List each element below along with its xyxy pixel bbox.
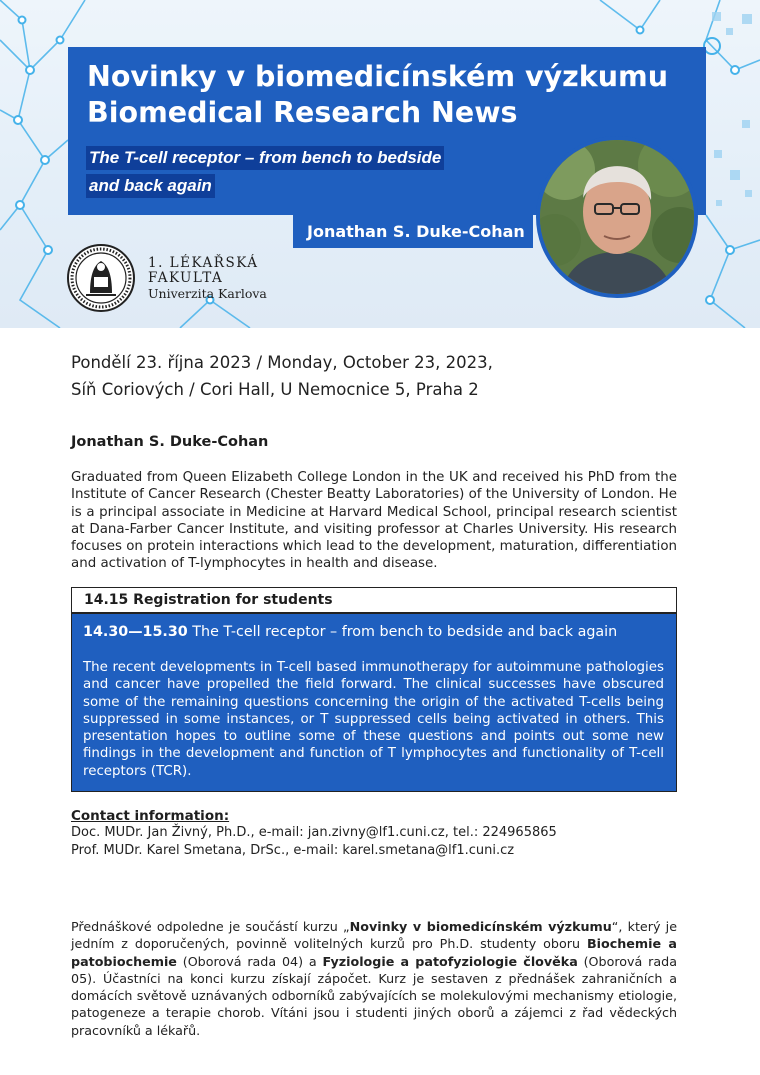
contact-line-1: Doc. MUDr. Jan Živný, Ph.D., e-mail: jan.zivny@lf1.cuni.cz, tel.: 224965865 xyxy=(71,825,557,840)
event-date: Pondělí 23. října 2023 / Monday, October 23, 2023, xyxy=(71,353,493,372)
speaker-name-bar: Jonathan S. Duke-Cohan xyxy=(293,215,533,248)
header-banner-area xyxy=(0,0,760,328)
faculty-logo-text xyxy=(148,256,267,301)
course-text-4: (Oborová rada 05). Účastníci na konci kurzu získají zápočet. Kurz je sestaven z přednášek zahraničních a domácích světově uznávaných odborníků zabývajících se molekulovými mechanismy etiologie, patogeneze a terapie chorob. Vítáni jsou i studenti jiných oborů a zájemci z řad vědeckých pracovníků a lékařů. xyxy=(71,953,677,1038)
course-text-1: Přednáškové odpoledne je součástí kurzu „ xyxy=(71,919,350,934)
talk-title: The T-cell receptor – from bench to bedside and back again xyxy=(187,624,618,640)
title-czech: Novinky v biomedicínském výzkumu xyxy=(87,60,668,93)
talk-time: 14.30—15.30 xyxy=(83,624,188,640)
course-info-paragraph xyxy=(71,918,677,1039)
course-text-3: (Oborová rada 04) a xyxy=(176,953,323,969)
contact-line-2: Prof. MUDr. Karel Smetana, DrSc., e-mail: karel.smetana@lf1.cuni.cz xyxy=(71,843,515,858)
talk-subtitle-line-2: and back again xyxy=(86,174,215,198)
faculty-name-line-2: FAKULTA xyxy=(148,270,224,286)
university-name: Univerzita Karlova xyxy=(148,286,267,301)
talk-heading xyxy=(83,622,664,642)
course-text-2: “, který je jedním z doporučených, povinně volitelných kurzů pro Ph.D. studenty oboru xyxy=(71,919,677,952)
contact-title: Contact information: xyxy=(71,808,230,824)
registration-row: 14.15 Registration for students xyxy=(71,587,677,613)
course-name: Novinky v biomedicínském výzkumu xyxy=(349,919,612,934)
charles-university-seal-icon xyxy=(66,243,136,313)
title-english: Biomedical Research News xyxy=(87,96,518,129)
program-physiology: Fyziologie a patofyziologie člověka xyxy=(322,953,578,969)
speaker-bio-heading: Jonathan S. Duke-Cohan xyxy=(71,434,269,450)
event-venue: Síň Coriových / Cori Hall, U Nemocnice 5, Praha 2 xyxy=(71,380,479,399)
talk-box xyxy=(71,613,677,792)
talk-subtitle-line-1: The T-cell receptor – from bench to bedside xyxy=(86,146,444,170)
speaker-photo xyxy=(536,136,698,298)
faculty-name-line-1: 1. LÉKAŘSKÁ xyxy=(148,255,259,271)
program-biochemistry: Biochemie a patobiochemie xyxy=(71,936,677,969)
speaker-bio-text: Graduated from Queen Elizabeth College London in the UK and received his PhD from the Institute of Cancer Research (Chester Beatty Laboratories) of the University of London. He is a principal associate in Medicine at Harvard Medical School, principal research scientist at Dana-Farber Cancer Institute, and visiting professor at Charles University. His research focuses on protein interactions which lead to the development, maturation, differentiation and activation of T-lymphocytes in health and disease. xyxy=(71,470,677,572)
talk-abstract: The recent developments in T-cell based immunotherapy for autoimmune pathologies and cancer have propelled the field forward. The clinical successes have obscured some of the remaining questions concerning the origin of the activated T-cells being suppressed in some instances, or T suppressed cells being activated in others. This presentation hopes to outline some of these questions and points out some new findings in the development and function of T lymphocytes and functionality of T-cell receptors (TCR). xyxy=(83,660,664,779)
